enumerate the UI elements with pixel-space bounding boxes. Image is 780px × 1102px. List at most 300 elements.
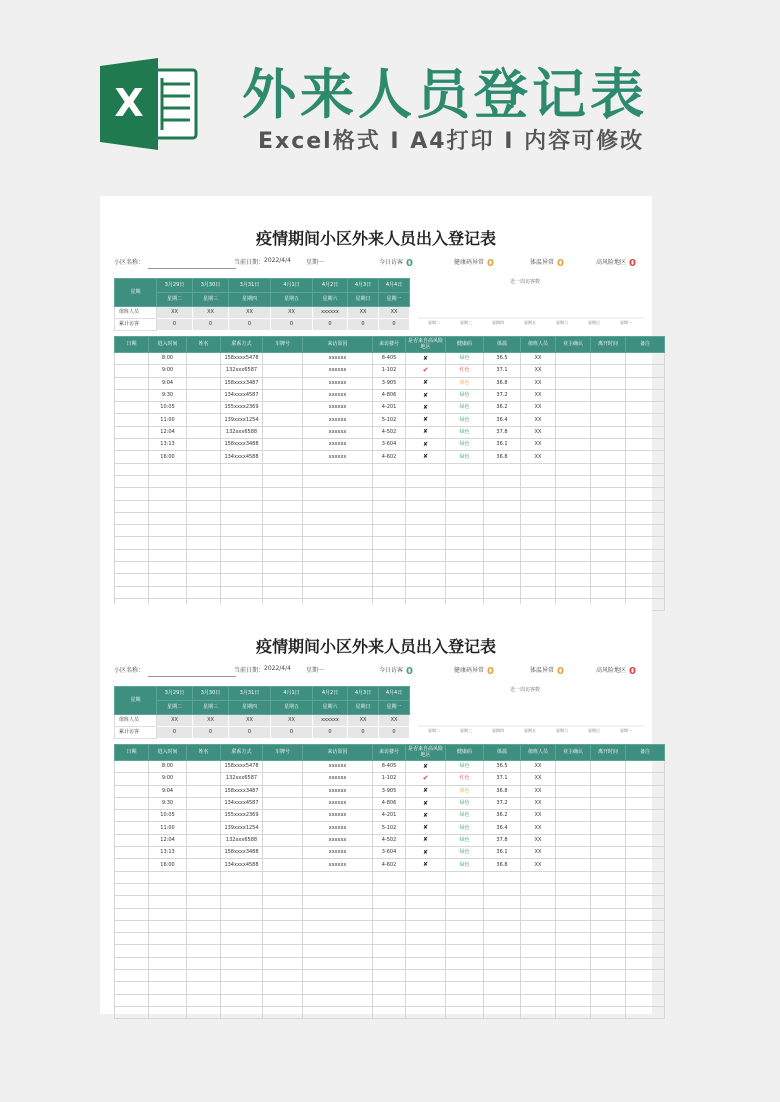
empty-cell[interactable] bbox=[303, 512, 373, 524]
table-cell[interactable] bbox=[556, 810, 591, 822]
table-cell[interactable]: XX bbox=[521, 847, 556, 859]
empty-cell[interactable] bbox=[373, 586, 406, 598]
empty-cell[interactable] bbox=[556, 908, 591, 920]
empty-cell[interactable] bbox=[446, 475, 484, 487]
table-cell[interactable] bbox=[115, 389, 149, 401]
table-cell[interactable]: 155xxxx2369 bbox=[221, 402, 263, 414]
empty-cell[interactable] bbox=[406, 549, 446, 561]
table-cell[interactable] bbox=[626, 377, 665, 389]
table-cell[interactable]: 绿色 bbox=[446, 353, 484, 365]
empty-cell[interactable] bbox=[115, 945, 149, 957]
table-cell[interactable] bbox=[556, 389, 591, 401]
empty-cell[interactable] bbox=[406, 933, 446, 945]
empty-cell[interactable] bbox=[521, 463, 556, 475]
table-cell[interactable]: xxxxxx bbox=[303, 451, 373, 463]
empty-cell[interactable] bbox=[149, 871, 187, 883]
empty-cell[interactable] bbox=[221, 957, 263, 969]
empty-cell[interactable] bbox=[446, 1006, 484, 1018]
table-cell[interactable] bbox=[591, 834, 626, 846]
table-cell[interactable] bbox=[115, 797, 149, 809]
table-cell[interactable] bbox=[591, 353, 626, 365]
empty-cell[interactable] bbox=[115, 586, 149, 598]
table-cell[interactable]: 5-102 bbox=[373, 414, 406, 426]
table-cell[interactable] bbox=[263, 451, 303, 463]
empty-cell[interactable] bbox=[591, 574, 626, 586]
empty-cell[interactable] bbox=[626, 933, 665, 945]
table-cell[interactable]: 3-905 bbox=[373, 785, 406, 797]
empty-cell[interactable] bbox=[303, 586, 373, 598]
empty-cell[interactable] bbox=[263, 586, 303, 598]
table-cell[interactable] bbox=[263, 785, 303, 797]
empty-cell[interactable] bbox=[626, 488, 665, 500]
empty-cell[interactable] bbox=[556, 982, 591, 994]
table-cell[interactable]: xxxxxx bbox=[303, 377, 373, 389]
empty-cell[interactable] bbox=[263, 525, 303, 537]
empty-cell[interactable] bbox=[406, 883, 446, 895]
empty-cell[interactable] bbox=[115, 488, 149, 500]
empty-cell[interactable] bbox=[263, 463, 303, 475]
empty-cell[interactable] bbox=[303, 562, 373, 574]
empty-cell[interactable] bbox=[149, 500, 187, 512]
empty-cell[interactable] bbox=[484, 512, 521, 524]
table-cell[interactable] bbox=[626, 785, 665, 797]
empty-cell[interactable] bbox=[187, 574, 221, 586]
empty-cell[interactable] bbox=[115, 549, 149, 561]
empty-cell[interactable] bbox=[221, 994, 263, 1006]
table-cell[interactable]: 158xxxx3488 bbox=[221, 439, 263, 451]
table-cell[interactable]: 9:04 bbox=[149, 377, 187, 389]
empty-cell[interactable] bbox=[626, 463, 665, 475]
empty-cell[interactable] bbox=[406, 982, 446, 994]
table-cell[interactable]: 13:13 bbox=[149, 847, 187, 859]
empty-cell[interactable] bbox=[521, 500, 556, 512]
table-cell[interactable] bbox=[626, 414, 665, 426]
empty-cell[interactable] bbox=[149, 1006, 187, 1018]
table-cell[interactable] bbox=[263, 414, 303, 426]
empty-cell[interactable] bbox=[521, 896, 556, 908]
empty-cell[interactable] bbox=[221, 871, 263, 883]
table-cell[interactable]: 37.1 bbox=[484, 365, 521, 377]
table-cell[interactable]: 3-604 bbox=[373, 847, 406, 859]
table-cell[interactable] bbox=[115, 773, 149, 785]
empty-cell[interactable] bbox=[484, 562, 521, 574]
empty-cell[interactable] bbox=[149, 525, 187, 537]
table-cell[interactable]: 134xxxx4587 bbox=[221, 797, 263, 809]
empty-cell[interactable] bbox=[115, 463, 149, 475]
empty-cell[interactable] bbox=[373, 574, 406, 586]
table-cell[interactable]: xxxxxx bbox=[303, 847, 373, 859]
table-cell[interactable]: 11:00 bbox=[149, 822, 187, 834]
table-cell[interactable]: 绿色 bbox=[446, 414, 484, 426]
empty-cell[interactable] bbox=[556, 586, 591, 598]
empty-cell[interactable] bbox=[187, 463, 221, 475]
empty-cell[interactable] bbox=[591, 586, 626, 598]
table-cell[interactable]: 黄色 bbox=[446, 785, 484, 797]
empty-cell[interactable] bbox=[626, 896, 665, 908]
empty-cell[interactable] bbox=[556, 500, 591, 512]
empty-cell[interactable] bbox=[187, 957, 221, 969]
empty-cell[interactable] bbox=[115, 500, 149, 512]
empty-cell[interactable] bbox=[115, 908, 149, 920]
table-cell[interactable]: 132xxx6588 bbox=[221, 426, 263, 438]
empty-cell[interactable] bbox=[221, 896, 263, 908]
table-cell[interactable] bbox=[406, 810, 446, 822]
table-cell[interactable]: 4-602 bbox=[373, 451, 406, 463]
empty-cell[interactable] bbox=[303, 525, 373, 537]
empty-cell[interactable] bbox=[556, 463, 591, 475]
summary-cell[interactable]: 0 bbox=[379, 727, 410, 739]
empty-cell[interactable] bbox=[626, 475, 665, 487]
empty-cell[interactable] bbox=[484, 994, 521, 1006]
table-cell[interactable] bbox=[556, 834, 591, 846]
empty-cell[interactable] bbox=[626, 525, 665, 537]
empty-cell[interactable] bbox=[221, 933, 263, 945]
empty-cell[interactable] bbox=[373, 970, 406, 982]
empty-cell[interactable] bbox=[591, 525, 626, 537]
table-cell[interactable]: 9:04 bbox=[149, 785, 187, 797]
empty-cell[interactable] bbox=[115, 982, 149, 994]
table-cell[interactable] bbox=[187, 822, 221, 834]
table-cell[interactable]: xxxxxx bbox=[303, 761, 373, 773]
empty-cell[interactable] bbox=[373, 945, 406, 957]
summary-cell[interactable]: XX bbox=[157, 715, 193, 727]
table-cell[interactable] bbox=[406, 785, 446, 797]
table-cell[interactable] bbox=[263, 859, 303, 871]
empty-cell[interactable] bbox=[149, 908, 187, 920]
empty-cell[interactable] bbox=[115, 525, 149, 537]
empty-cell[interactable] bbox=[263, 994, 303, 1006]
empty-cell[interactable] bbox=[373, 920, 406, 932]
empty-cell[interactable] bbox=[221, 908, 263, 920]
table-cell[interactable] bbox=[591, 377, 626, 389]
table-cell[interactable]: 36.2 bbox=[484, 402, 521, 414]
table-cell[interactable] bbox=[187, 439, 221, 451]
empty-cell[interactable] bbox=[484, 1006, 521, 1018]
empty-cell[interactable] bbox=[484, 488, 521, 500]
table-cell[interactable] bbox=[556, 414, 591, 426]
table-cell[interactable] bbox=[115, 822, 149, 834]
table-cell[interactable] bbox=[406, 773, 446, 785]
empty-cell[interactable] bbox=[263, 908, 303, 920]
table-cell[interactable]: XX bbox=[521, 377, 556, 389]
table-cell[interactable] bbox=[626, 834, 665, 846]
table-cell[interactable] bbox=[556, 451, 591, 463]
table-cell[interactable]: 9:30 bbox=[149, 389, 187, 401]
table-cell[interactable]: xxxxxx bbox=[303, 414, 373, 426]
table-cell[interactable]: XX bbox=[521, 785, 556, 797]
empty-cell[interactable] bbox=[406, 512, 446, 524]
summary-cell[interactable]: XX bbox=[271, 307, 313, 319]
empty-cell[interactable] bbox=[149, 586, 187, 598]
table-cell[interactable] bbox=[626, 389, 665, 401]
empty-cell[interactable] bbox=[115, 871, 149, 883]
table-cell[interactable]: 绿色 bbox=[446, 389, 484, 401]
table-cell[interactable] bbox=[406, 822, 446, 834]
empty-cell[interactable] bbox=[556, 1006, 591, 1018]
table-cell[interactable] bbox=[263, 353, 303, 365]
empty-cell[interactable] bbox=[221, 920, 263, 932]
empty-cell[interactable] bbox=[484, 871, 521, 883]
empty-cell[interactable] bbox=[303, 982, 373, 994]
table-cell[interactable]: 37.8 bbox=[484, 834, 521, 846]
empty-cell[interactable] bbox=[373, 537, 406, 549]
table-cell[interactable]: 1-102 bbox=[373, 773, 406, 785]
empty-cell[interactable] bbox=[446, 908, 484, 920]
empty-cell[interactable] bbox=[626, 1006, 665, 1018]
table-cell[interactable] bbox=[556, 426, 591, 438]
table-cell[interactable] bbox=[187, 834, 221, 846]
table-cell[interactable] bbox=[187, 785, 221, 797]
empty-cell[interactable] bbox=[484, 970, 521, 982]
table-cell[interactable] bbox=[556, 377, 591, 389]
table-cell[interactable] bbox=[115, 353, 149, 365]
empty-cell[interactable] bbox=[115, 883, 149, 895]
empty-cell[interactable] bbox=[521, 982, 556, 994]
table-cell[interactable]: 37.1 bbox=[484, 773, 521, 785]
empty-cell[interactable] bbox=[187, 982, 221, 994]
table-cell[interactable] bbox=[556, 785, 591, 797]
empty-cell[interactable] bbox=[484, 982, 521, 994]
table-cell[interactable] bbox=[187, 402, 221, 414]
table-cell[interactable] bbox=[591, 426, 626, 438]
empty-cell[interactable] bbox=[373, 562, 406, 574]
table-cell[interactable] bbox=[626, 761, 665, 773]
empty-cell[interactable] bbox=[406, 586, 446, 598]
table-cell[interactable] bbox=[591, 785, 626, 797]
table-cell[interactable] bbox=[263, 810, 303, 822]
table-cell[interactable]: 158xxxx3488 bbox=[221, 847, 263, 859]
empty-cell[interactable] bbox=[187, 537, 221, 549]
empty-cell[interactable] bbox=[115, 957, 149, 969]
empty-cell[interactable] bbox=[484, 463, 521, 475]
empty-cell[interactable] bbox=[626, 574, 665, 586]
empty-cell[interactable] bbox=[556, 920, 591, 932]
table-cell[interactable]: xxxxxx bbox=[303, 426, 373, 438]
empty-cell[interactable] bbox=[484, 574, 521, 586]
summary-cell[interactable]: XX bbox=[229, 307, 271, 319]
table-cell[interactable]: 36.8 bbox=[484, 451, 521, 463]
empty-cell[interactable] bbox=[115, 512, 149, 524]
empty-cell[interactable] bbox=[149, 574, 187, 586]
empty-cell[interactable] bbox=[115, 970, 149, 982]
table-cell[interactable] bbox=[406, 426, 446, 438]
table-cell[interactable] bbox=[556, 439, 591, 451]
table-cell[interactable]: 36.8 bbox=[484, 859, 521, 871]
table-cell[interactable] bbox=[263, 402, 303, 414]
empty-cell[interactable] bbox=[373, 525, 406, 537]
summary-cell[interactable]: XX bbox=[379, 715, 410, 727]
empty-cell[interactable] bbox=[149, 537, 187, 549]
empty-cell[interactable] bbox=[626, 512, 665, 524]
empty-cell[interactable] bbox=[263, 883, 303, 895]
empty-cell[interactable] bbox=[303, 994, 373, 1006]
table-cell[interactable]: 36.8 bbox=[484, 785, 521, 797]
empty-cell[interactable] bbox=[626, 970, 665, 982]
table-cell[interactable]: 155xxxx2369 bbox=[221, 810, 263, 822]
table-cell[interactable] bbox=[626, 365, 665, 377]
table-cell[interactable] bbox=[115, 785, 149, 797]
empty-cell[interactable] bbox=[221, 463, 263, 475]
table-cell[interactable] bbox=[556, 797, 591, 809]
summary-cell[interactable]: 0 bbox=[157, 727, 193, 739]
empty-cell[interactable] bbox=[263, 945, 303, 957]
empty-cell[interactable] bbox=[446, 525, 484, 537]
empty-cell[interactable] bbox=[591, 908, 626, 920]
summary-cell[interactable]: XX bbox=[193, 307, 229, 319]
table-cell[interactable]: 绿色 bbox=[446, 426, 484, 438]
empty-cell[interactable] bbox=[626, 586, 665, 598]
table-cell[interactable]: xxxxxx bbox=[303, 822, 373, 834]
empty-cell[interactable] bbox=[263, 970, 303, 982]
table-cell[interactable]: 37.8 bbox=[484, 426, 521, 438]
empty-cell[interactable] bbox=[591, 933, 626, 945]
empty-cell[interactable] bbox=[556, 896, 591, 908]
empty-cell[interactable] bbox=[591, 475, 626, 487]
table-cell[interactable] bbox=[556, 761, 591, 773]
table-cell[interactable] bbox=[263, 773, 303, 785]
empty-cell[interactable] bbox=[406, 970, 446, 982]
table-cell[interactable]: 绿色 bbox=[446, 859, 484, 871]
table-cell[interactable] bbox=[591, 797, 626, 809]
empty-cell[interactable] bbox=[406, 463, 446, 475]
table-cell[interactable]: 16:00 bbox=[149, 859, 187, 871]
table-cell[interactable]: 134xxxx4587 bbox=[221, 389, 263, 401]
table-cell[interactable]: 3-604 bbox=[373, 439, 406, 451]
table-cell[interactable] bbox=[406, 797, 446, 809]
empty-cell[interactable] bbox=[406, 525, 446, 537]
table-cell[interactable]: XX bbox=[521, 810, 556, 822]
empty-cell[interactable] bbox=[446, 549, 484, 561]
table-cell[interactable] bbox=[591, 859, 626, 871]
table-cell[interactable] bbox=[115, 377, 149, 389]
empty-cell[interactable] bbox=[591, 883, 626, 895]
table-cell[interactable] bbox=[187, 810, 221, 822]
community-name-field[interactable] bbox=[148, 676, 236, 677]
empty-cell[interactable] bbox=[626, 500, 665, 512]
table-cell[interactable] bbox=[263, 426, 303, 438]
empty-cell[interactable] bbox=[373, 1006, 406, 1018]
empty-cell[interactable] bbox=[221, 488, 263, 500]
empty-cell[interactable] bbox=[187, 920, 221, 932]
empty-cell[interactable] bbox=[521, 525, 556, 537]
table-cell[interactable]: 134xxxx4588 bbox=[221, 859, 263, 871]
empty-cell[interactable] bbox=[263, 500, 303, 512]
empty-cell[interactable] bbox=[446, 537, 484, 549]
empty-cell[interactable] bbox=[591, 549, 626, 561]
empty-cell[interactable] bbox=[521, 957, 556, 969]
empty-cell[interactable] bbox=[187, 970, 221, 982]
table-cell[interactable] bbox=[187, 389, 221, 401]
table-cell[interactable]: XX bbox=[521, 773, 556, 785]
empty-cell[interactable] bbox=[149, 883, 187, 895]
empty-cell[interactable] bbox=[484, 883, 521, 895]
table-cell[interactable] bbox=[556, 353, 591, 365]
table-cell[interactable] bbox=[556, 847, 591, 859]
table-cell[interactable]: xxxxxx bbox=[303, 834, 373, 846]
empty-cell[interactable] bbox=[626, 982, 665, 994]
table-cell[interactable]: xxxxxx bbox=[303, 353, 373, 365]
table-cell[interactable] bbox=[115, 761, 149, 773]
empty-cell[interactable] bbox=[406, 994, 446, 1006]
empty-cell[interactable] bbox=[303, 475, 373, 487]
empty-cell[interactable] bbox=[626, 994, 665, 1006]
empty-cell[interactable] bbox=[187, 586, 221, 598]
empty-cell[interactable] bbox=[373, 883, 406, 895]
empty-cell[interactable] bbox=[591, 970, 626, 982]
empty-cell[interactable] bbox=[406, 896, 446, 908]
table-cell[interactable] bbox=[406, 834, 446, 846]
empty-cell[interactable] bbox=[303, 871, 373, 883]
table-cell[interactable]: 绿色 bbox=[446, 810, 484, 822]
empty-cell[interactable] bbox=[556, 871, 591, 883]
table-cell[interactable] bbox=[406, 389, 446, 401]
table-cell[interactable]: XX bbox=[521, 439, 556, 451]
empty-cell[interactable] bbox=[556, 957, 591, 969]
empty-cell[interactable] bbox=[221, 586, 263, 598]
empty-cell[interactable] bbox=[303, 933, 373, 945]
empty-cell[interactable] bbox=[263, 488, 303, 500]
table-cell[interactable] bbox=[556, 402, 591, 414]
table-cell[interactable]: XX bbox=[521, 822, 556, 834]
empty-cell[interactable] bbox=[446, 982, 484, 994]
table-cell[interactable]: 13:13 bbox=[149, 439, 187, 451]
summary-cell[interactable]: XX bbox=[157, 307, 193, 319]
empty-cell[interactable] bbox=[406, 908, 446, 920]
table-cell[interactable]: XX bbox=[521, 426, 556, 438]
table-cell[interactable]: 134xxxx4588 bbox=[221, 451, 263, 463]
table-cell[interactable]: 绿色 bbox=[446, 439, 484, 451]
empty-cell[interactable] bbox=[626, 562, 665, 574]
table-cell[interactable] bbox=[406, 451, 446, 463]
table-cell[interactable] bbox=[187, 414, 221, 426]
empty-cell[interactable] bbox=[187, 512, 221, 524]
empty-cell[interactable] bbox=[446, 500, 484, 512]
empty-cell[interactable] bbox=[187, 945, 221, 957]
empty-cell[interactable] bbox=[556, 574, 591, 586]
table-cell[interactable] bbox=[406, 439, 446, 451]
summary-cell[interactable]: 0 bbox=[379, 319, 410, 331]
table-cell[interactable] bbox=[406, 353, 446, 365]
table-cell[interactable]: 36.1 bbox=[484, 439, 521, 451]
table-cell[interactable]: 4-502 bbox=[373, 426, 406, 438]
table-cell[interactable] bbox=[626, 426, 665, 438]
table-cell[interactable]: 37.2 bbox=[484, 389, 521, 401]
empty-cell[interactable] bbox=[446, 488, 484, 500]
empty-cell[interactable] bbox=[149, 488, 187, 500]
empty-cell[interactable] bbox=[406, 945, 446, 957]
table-cell[interactable]: 12:04 bbox=[149, 834, 187, 846]
table-cell[interactable]: 绿色 bbox=[446, 797, 484, 809]
table-cell[interactable] bbox=[263, 834, 303, 846]
empty-cell[interactable] bbox=[406, 957, 446, 969]
table-cell[interactable] bbox=[263, 822, 303, 834]
empty-cell[interactable] bbox=[591, 896, 626, 908]
empty-cell[interactable] bbox=[263, 549, 303, 561]
table-cell[interactable] bbox=[263, 797, 303, 809]
empty-cell[interactable] bbox=[591, 957, 626, 969]
empty-cell[interactable] bbox=[149, 970, 187, 982]
empty-cell[interactable] bbox=[591, 994, 626, 1006]
empty-cell[interactable] bbox=[556, 512, 591, 524]
empty-cell[interactable] bbox=[446, 883, 484, 895]
empty-cell[interactable] bbox=[149, 512, 187, 524]
empty-cell[interactable] bbox=[521, 933, 556, 945]
empty-cell[interactable] bbox=[149, 562, 187, 574]
empty-cell[interactable] bbox=[149, 920, 187, 932]
table-cell[interactable]: 37.2 bbox=[484, 797, 521, 809]
table-cell[interactable] bbox=[187, 451, 221, 463]
table-cell[interactable] bbox=[115, 834, 149, 846]
